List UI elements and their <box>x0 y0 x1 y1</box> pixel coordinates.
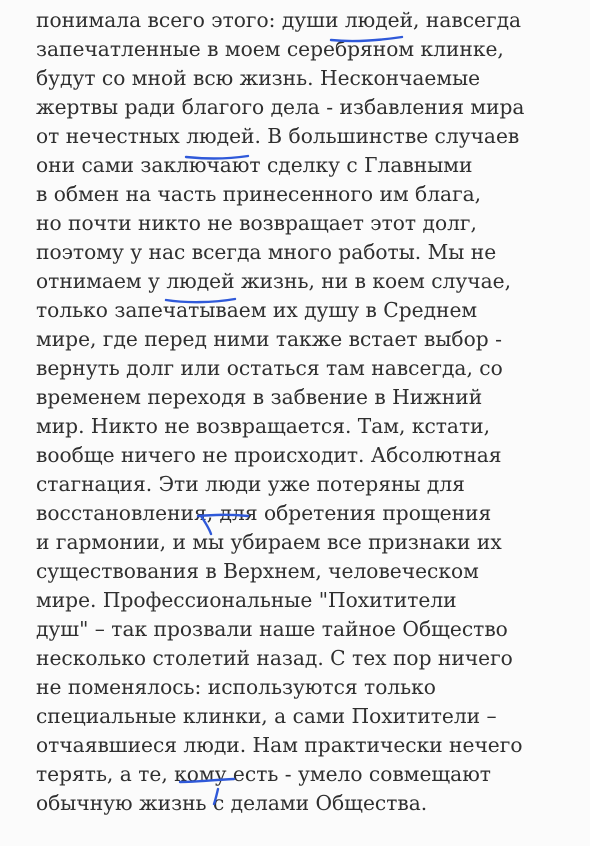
text-line: несколько столетий назад. С тех пор ничего <box>36 646 513 670</box>
text-line: восстановления, для обретения прощения <box>36 501 492 525</box>
text-line: существования в Верхнем, человеческом <box>36 559 479 583</box>
text-line: только запечатываем их душу в Среднем <box>36 298 478 322</box>
text-line: вернуть долг или остаться там навсегда, со <box>36 356 503 380</box>
text-line: запечатленные в моем серебряном клинке, <box>36 37 504 61</box>
text-line: они сами заключают сделку с Главными <box>36 153 473 177</box>
text-line: не поменялось: используются только <box>36 675 436 699</box>
text-line: стагнация. Эти люди уже потеряны для <box>36 472 465 496</box>
text-line: но почти никто не возвращает этот долг, <box>36 211 477 235</box>
text-line: жертвы ради благого дела - избавления мира <box>36 95 525 119</box>
text-line: отнимаем у людей жизнь, ни в коем случае, <box>36 269 511 293</box>
text-line: временем переходя в забвение в Нижний <box>36 385 483 409</box>
text-line: терять, а те, кому есть - умело совмещают <box>36 762 491 786</box>
text-line: душ" – так прозвали наше тайное Общество <box>36 617 508 641</box>
text-line: мире. Профессиональные "Похитители <box>36 588 457 612</box>
text-line: обычную жизнь с делами Общества. <box>36 791 428 815</box>
text-line: понимала всего этого: души людей, навсегда <box>36 8 522 32</box>
text-line: поэтому у нас всегда много работы. Мы не <box>36 240 497 264</box>
text-line: специальные клинки, а сами Похитители – <box>36 704 497 728</box>
text-line: в обмен на часть принесенного им блага, <box>36 182 482 206</box>
text-line: вообще ничего не происходит. Абсолютная <box>36 443 502 467</box>
text-line: мир. Никто не возвращается. Там, кстати, <box>36 414 491 438</box>
text-line: от нечестных людей. В большинстве случаев <box>36 124 520 148</box>
text-line: и гармонии, и мы убираем все признаки их <box>36 530 502 554</box>
text-line: отчаявшиеся люди. Нам практически нечего <box>36 733 523 757</box>
text-line: мире, где перед ними также встает выбор - <box>36 327 502 351</box>
text-line: будут со мной всю жизнь. Нескончаемые <box>36 66 481 90</box>
